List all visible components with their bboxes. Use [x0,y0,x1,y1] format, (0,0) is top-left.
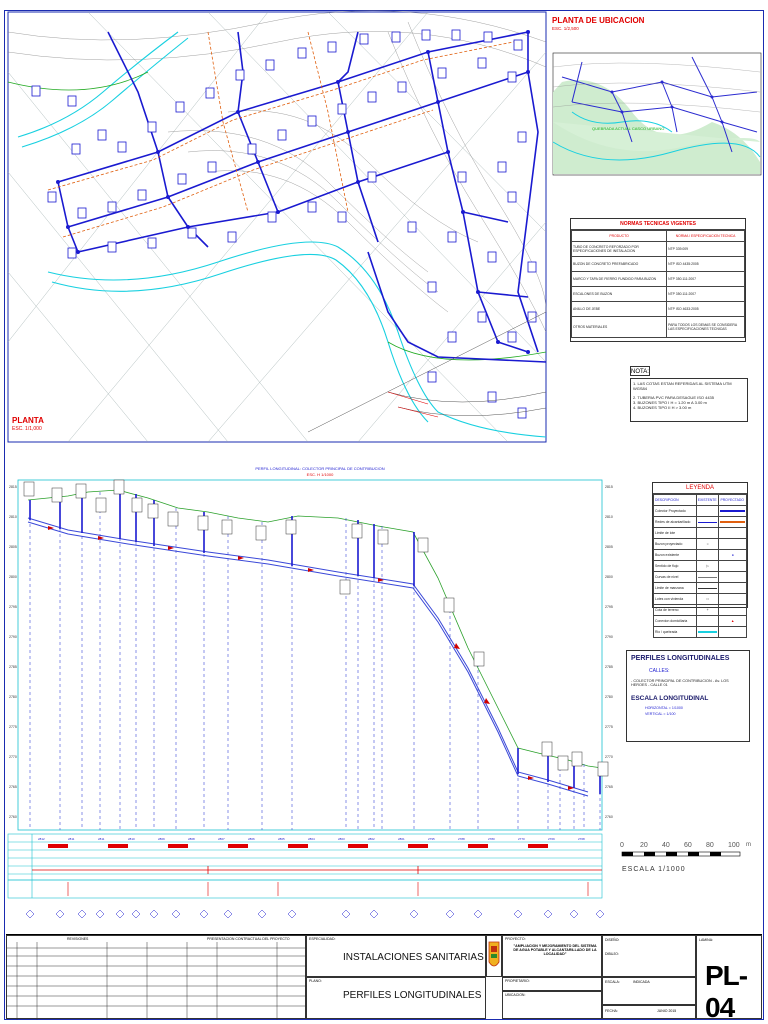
plan-label: PLANO: [309,979,322,983]
design-cell [602,935,696,977]
table-row [572,272,745,287]
svg-text:2770: 2770 [9,755,17,759]
scale-vertical: VERTICAL = 1/100 [645,712,676,716]
legend-item-label: Buzon existente [654,550,697,561]
date-value: JUNIO 2015 [657,1009,677,1013]
svg-text:2810: 2810 [128,837,135,841]
location-title: PLANTA DE UBICACION [552,16,645,25]
date-cell [602,1005,696,1019]
sheet-label: LAMINA: [699,938,714,942]
list-item [654,517,747,528]
scale-tick-20: 20 [640,842,648,849]
svg-text:2770: 2770 [605,755,613,759]
list-item: Conexion domiciliaria ▲ [654,616,747,627]
norm-product: ANILLO DE JEBE [572,302,667,317]
list-item: Cota de terreno + [654,605,747,616]
svg-text:2802: 2802 [368,837,375,841]
location-label: UBICACION: [505,993,526,997]
scale-bar-label: ESCALA 1/1000 [622,866,686,873]
legend-item-label: Conexion domiciliaria [654,616,697,627]
note-line: 3. BUZONES TIPO I H = 1.20 m A 3.00 m [633,400,707,405]
revisions-header: REVISIONES [67,937,89,941]
profiles-info-box [626,650,750,742]
legend-box [652,482,748,634]
date-label: FECHA: [605,1009,618,1013]
logo-cell [486,935,502,977]
svg-text:2810: 2810 [605,515,613,519]
legend-item-label: Sentido de flujo [654,561,697,572]
svg-text:2780: 2780 [605,695,613,699]
norm-product: MARCO Y TAPA DE FIERRO FUNDIDO PARA BUZON [572,272,667,287]
revisions-grid [6,935,306,1019]
table-row [572,302,745,317]
svg-text:2800: 2800 [9,575,17,579]
sheet-cell [696,935,762,1023]
profile-drawing [8,478,612,922]
scale-value: INDICADA [633,980,650,984]
plan-name-value: PERFILES LONGITUDINALES [343,990,482,1001]
svg-text:2806: 2806 [248,837,255,841]
list-item: Buzon existente ● [654,550,747,561]
legend-item-label: Limite de lote [654,528,697,539]
plan-scale: ESC. 1/1,000 [12,426,42,432]
scale-horizontal: HORIZONTAL = 1/1000 [645,706,683,710]
project-cell [502,935,602,977]
norm-product: BUZON DE CONCRETO PREFABRICADO [572,257,667,272]
location-river-label: QUEBRADA ACTUAL CASCO URBANO [592,126,665,131]
table-row [572,257,745,272]
norms-col-norm: NORMA / ESPECIFICACION TECNICA [667,231,745,242]
svg-text:2770: 2770 [518,837,525,841]
list-item: Lotes con vivienda □ [654,594,747,605]
norm-spec: PARA TODOS LOS DEMAS SE CONSIDERA LAS ESPECIFICACIONES TECNICAS [667,317,745,338]
scale-tick-100: 100 [728,842,740,849]
owner-cell [502,977,602,991]
svg-text:2768: 2768 [578,837,585,841]
project-value: "AMPLIACION Y MEJORAMIENTO DEL SISTEMA DE AGUA POTABLE Y ALCANTARILLADO DE LA LOCALIDAD" [513,944,597,956]
svg-text:2788: 2788 [458,837,465,841]
svg-text:2811: 2811 [98,837,105,841]
svg-text:2800: 2800 [605,575,613,579]
svg-text:2805: 2805 [605,545,613,549]
svg-text:2760: 2760 [9,815,17,819]
norms-table [570,218,746,342]
legend-item-label: Colector Proyectado [654,506,697,517]
svg-text:2769: 2769 [548,837,555,841]
scale-tick-80: 80 [706,842,714,849]
legend-col-desc: DESCRIPCION [654,495,697,506]
norm-product: TUBO DE CONCRETO REFORZADO POR ESPECIFICACIONES DE INSTALACION [572,242,667,257]
drawing-label: DIBUJO: [605,952,619,956]
svg-text:2804: 2804 [308,837,315,841]
revisions-lines [7,942,307,1020]
profile-legend-top: PERFIL LONGITUDINAL: COLECTOR PRINCIPAL DE CONTRIBUCION [255,466,385,471]
profile-legend-sub: ESC. H 1/1000 [306,472,334,477]
plan-view [8,12,546,442]
designer-label: DISEÑO: [605,938,620,942]
specialty-value: INSTALACIONES SANITARIAS [343,952,484,963]
profiles-title: PERFILES LONGITUDINALES [631,655,730,662]
svg-text:2811: 2811 [68,837,75,841]
svg-text:2810: 2810 [9,515,17,519]
notes-box [630,366,750,428]
profiles-streets-label: CALLES: [649,668,670,674]
legend-title: LEYENDA [653,483,747,494]
svg-text:2790: 2790 [9,635,17,639]
location-cell [502,991,602,1019]
legend-item-label: Limite de manzana [654,583,697,594]
list-item [654,506,747,517]
list-item [654,528,747,539]
plan-name-cell [306,977,486,1019]
svg-text:2785: 2785 [605,665,613,669]
legend-item-label: Rio / quebrada [654,627,697,638]
table-row [572,242,745,257]
owner-label: PROPIETARIO: [505,979,530,983]
svg-text:2812: 2812 [38,837,45,841]
scale-tick-40: 40 [662,842,670,849]
graphic-scale [618,842,760,892]
norm-spec: NTP 350.111:2007 [667,287,745,302]
location-scale: ESC. 1/2,500 [552,26,579,31]
svg-text:2760: 2760 [605,815,613,819]
location-drawing [552,52,762,176]
profiles-street-line: - COLECTOR PRINCIPAL DE CONTRIBUCION - Av. LOS HEROES - CALLE 01 [631,679,729,687]
svg-text:2815: 2815 [9,485,17,489]
svg-text:2795: 2795 [605,605,613,609]
svg-text:2815: 2815 [605,485,613,489]
svg-text:2765: 2765 [9,785,17,789]
svg-text:2765: 2765 [605,785,613,789]
legend-item-label: Redes de alcantarillado [654,517,697,528]
list-item: Sentido de flujo ▷ [654,561,747,572]
note-line: 4. BUZONES TIPO II H > 3.00 m [633,405,692,410]
svg-text:2775: 2775 [9,725,17,729]
svg-text:2780: 2780 [488,837,495,841]
legend-item-label: Cota de terreno [654,605,697,616]
scale-cell [602,977,696,1005]
svg-text:2790: 2790 [605,635,613,639]
note-line: 2. TUBERIA PVC PARA DESAGUE ISO 4435 [633,395,714,400]
list-item [654,583,747,594]
svg-text:2785: 2785 [9,665,17,669]
svg-text:2801: 2801 [398,837,405,841]
norm-spec: NTP 339.009 [667,242,745,257]
norm-spec: NTP 350.111:2007 [667,272,745,287]
scale-label: ESCALA: [605,980,620,984]
svg-text:2805: 2805 [9,545,17,549]
scale-tick-60: 60 [684,842,692,849]
location-map [552,16,762,176]
norms-header: NORMAS TECNICAS VIGENTES [571,219,745,230]
approval-header: PRESENTACION CONTRACTUAL DEL PROYECTO [207,937,290,941]
plan-drawing [8,12,546,442]
svg-text:2795: 2795 [428,837,435,841]
title-block [6,934,762,1023]
legend-col-exist: EXISTENTE [696,495,719,506]
legend-item-label: Buzon proyectado [654,539,697,550]
scale-bar-graphic [622,851,740,857]
norm-product: OTROS MATERIALES [572,317,667,338]
norm-spec: NTP ISO 4435:2005 [667,257,745,272]
sheet-code: PL-04 [705,960,748,1023]
list-item [654,627,747,638]
legend-col-proj: PROYECTADO [719,495,747,506]
note-line: 1. LAS COTAS ESTAN REFERIDAS AL SISTEMA UTM WGS84 [633,381,732,391]
svg-text:2803: 2803 [338,837,345,841]
notes-title: NOTA: [630,366,650,376]
svg-text:2805: 2805 [278,837,285,841]
project-label: PROYECTO: [505,937,526,941]
svg-text:2795: 2795 [9,605,17,609]
plan-title: PLANTA [12,416,44,425]
svg-text:2807: 2807 [218,837,225,841]
norms-col-product: PRODUCTO [572,231,667,242]
specialty-label: ESPECIALIDAD: [309,937,336,941]
legend-item-label: Curvas de nivel [654,572,697,583]
legend-item-label: Lotes con vivienda [654,594,697,605]
longitudinal-profile [8,478,612,922]
norm-product: ESCALONES DE BUZON [572,287,667,302]
svg-text:2809: 2809 [158,837,165,841]
norm-spec: NTP ISO 4633:2005 [667,302,745,317]
scale-tick-0: 0 [620,842,624,849]
scale-title: ESCALA LONGITUDINAL [631,695,709,702]
municipality-logo [487,936,501,976]
svg-text:2780: 2780 [9,695,17,699]
specialty-cell [306,935,486,977]
table-row [572,317,745,338]
table-row [572,287,745,302]
svg-text:2775: 2775 [605,725,613,729]
list-item: Buzon proyectado ○ [654,539,747,550]
svg-text:2808: 2808 [188,837,195,841]
scale-unit: m [746,842,751,848]
list-item [654,572,747,583]
